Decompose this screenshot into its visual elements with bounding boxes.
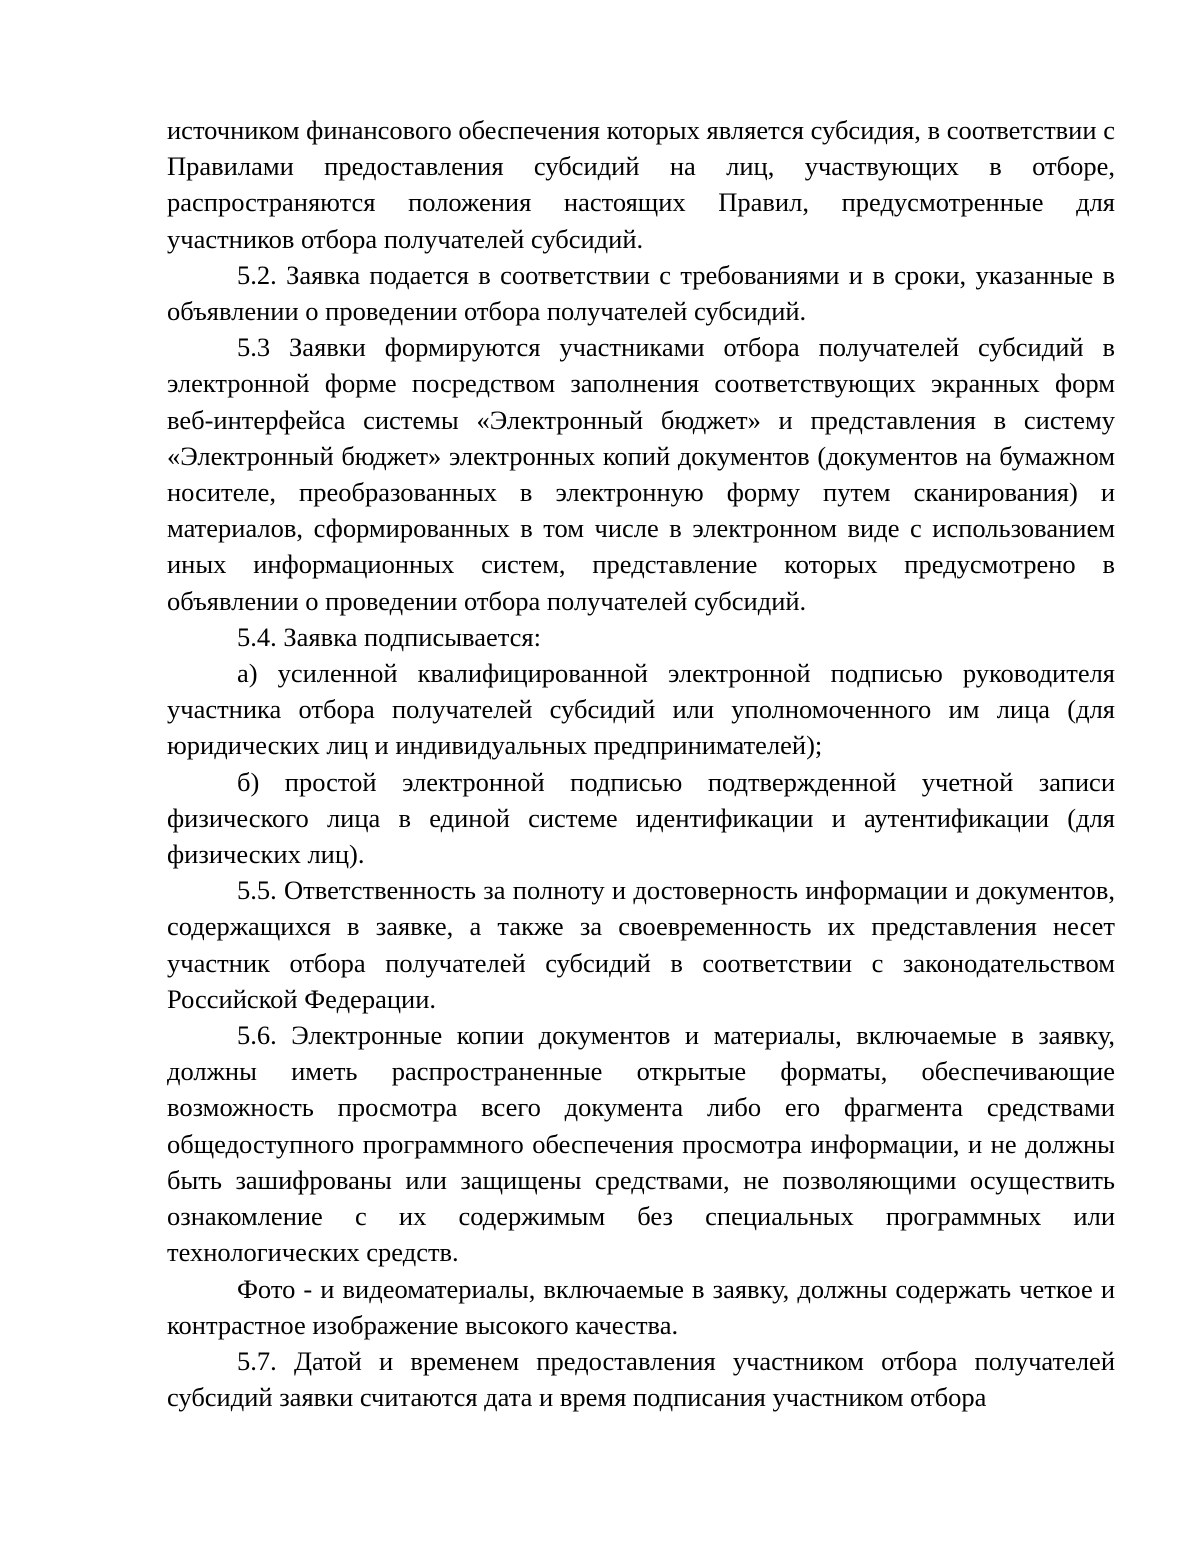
paragraph-continuation: источником финансового обеспечения которых является субсидия, в соответствии с Правилами предоставления субсидий на лиц, участвующих в отборе, распространяются положения настоящих Правил, предусмотренные для участников отбора получателей субсидий. — [167, 115, 1115, 254]
document-body — [167, 112, 1115, 1415]
paragraph-5-5: 5.5. Ответственность за полноту и достоверность информации и документов, содержащихся в заявке, а также за своевременность их представления несет участник отбора получателей субсидий в соответствии с законодательством Российской Федерации. — [167, 875, 1115, 1014]
paragraph-5-7: 5.7. Датой и временем предоставления участником отбора получателей субсидий заявки считаются дата и время подписания участником отбора — [167, 1345, 1115, 1413]
paragraph-5-4-a: а) усиленной квалифицированной электронной подписью руководителя участника отбора получателей субсидий или уполномоченного им лица (для юридических лиц и индивидуальных предпринимателей); — [167, 658, 1115, 761]
paragraph-photo-video: Фото - и видеоматериалы, включаемые в заявку, должны содержать четкое и контрастное изображение высокого качества. — [167, 1273, 1115, 1340]
paragraph-5-3: 5.3 Заявки формируются участниками отбора получателей субсидий в электронной форме посредством заполнения соответствующих экранных форм веб-интерфейса системы «Электронный бюджет» и представления в систему «Электронный бюджет» электронных копий документов (документов на бумажном носителе, преобразованных в электронную форму путем сканирования) и материалов, сформированных в том числе в электронном виде с использованием иных информационных систем, представление которых предусмотрено в объявлении о проведении отбора получателей субсидий. — [167, 332, 1115, 616]
paragraph-5-2: 5.2. Заявка подается в соответствии с требованиями и в сроки, указанные в объявлении о проведении отбора получателей субсидий. — [167, 259, 1115, 327]
paragraph-5-4: 5.4. Заявка подписывается: — [237, 621, 541, 652]
paragraph-5-6: 5.6. Электронные копии документов и материалы, включаемые в заявку, должны иметь распространенные открытые форматы, обеспечивающие возможность просмотра всего документа либо его фрагмента средствами общедоступного программного обеспечения просмотра информации, и не должны быть зашифрованы или защищены средствами, не позволяющими осуществить ознакомление с их содержимым без специальных программных или технологических средств. — [167, 1020, 1115, 1268]
paragraph-5-4-b: б) простой электронной подписью подтвержденной учетной записи физического лица в единой системе идентификации и аутентификации (для физических лиц). — [167, 766, 1115, 870]
